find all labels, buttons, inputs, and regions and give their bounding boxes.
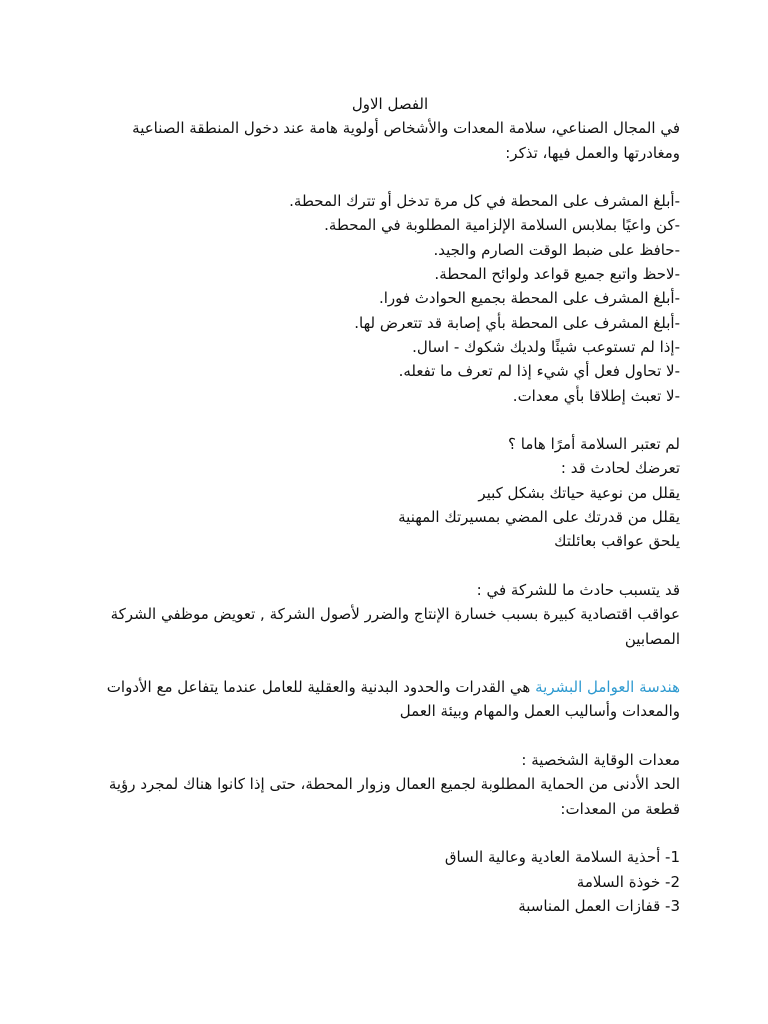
ppe-heading: معدات الوقاية الشخصية : xyxy=(521,751,680,770)
ergonomics-term: هندسة العوامل البشرية xyxy=(535,678,680,697)
company-intro: قد يتسبب حادث ما للشركة في : xyxy=(476,580,680,599)
ergonomics-definition: هي القدرات والحدود البدنية والعقلية للعامل عندما يتفاعل مع الأدوات والمعدات وأساليب العمل والمهام وبيئة العمل xyxy=(106,678,680,721)
spacer xyxy=(100,651,680,675)
spacer xyxy=(100,724,680,748)
rule-item: -لا تحاول فعل أي شيء إذا لم تعرف ما تفعله. xyxy=(398,362,680,381)
safety-question: لم تعتبر السلامة أمرًا هاما ؟ xyxy=(508,435,680,454)
spacer xyxy=(100,165,680,189)
ergonomics-paragraph xyxy=(100,675,680,724)
spacer xyxy=(100,408,680,432)
ppe-description: الحد الأدنى من الحماية المطلوبة لجميع العمال وزوار المحطة، حتى إذا كانوا هناك لمجرد رؤية قطعة من المعدات: xyxy=(108,775,680,818)
spacer xyxy=(100,554,680,578)
ppe-item: 1- أحذية السلامة العادية وعالية الساق xyxy=(444,848,680,867)
accident-effect: يقلل من قدرتك على المضي بمسيرتك المهنية xyxy=(398,508,680,527)
rule-item: -لا تعبث إطلاقا بأي معدات. xyxy=(512,386,680,405)
accident-effect: يقلل من نوعية حياتك بشكل كبير xyxy=(478,483,680,502)
rule-item: -حافظ على ضبط الوقت الصارم والجيد. xyxy=(433,240,680,259)
rule-item: -أبلغ المشرف على المحطة في كل مرة تدخل أو تترك المحطة. xyxy=(289,192,680,211)
ppe-item: 3- قفازات العمل المناسبة xyxy=(518,896,680,915)
rule-item: -أبلغ المشرف على المحطة بجميع الحوادث فورا. xyxy=(378,289,680,308)
accident-intro: تعرضك لحادث قد : xyxy=(560,459,680,478)
spacer xyxy=(100,821,680,845)
ppe-item: 2- خوذة السلامة xyxy=(576,872,680,891)
document-body xyxy=(100,92,680,918)
rule-item: -أبلغ المشرف على المحطة بأي إصابة قد تتعرض لها. xyxy=(354,313,680,332)
intro-paragraph: في المجال الصناعي، سلامة المعدات والأشخاص أولوية هامة عند دخول المنطقة الصناعية ومغادرتها والعمل فيها، تذكر: xyxy=(132,119,680,162)
accident-effect: يلحق عواقب بعائلتك xyxy=(554,532,680,551)
rule-item: -كن واعيًا بملابس السلامة الإلزامية المطلوبة في المحطة. xyxy=(324,216,680,235)
rule-item: -لاحظ واتبع جميع قواعد ولوائح المحطة. xyxy=(434,265,680,284)
chapter-title: الفصل الاول xyxy=(351,95,429,113)
rule-item: -إذا لم تستوعب شيئًا ولديك شكوك - اسال. xyxy=(412,337,680,356)
company-effects: عواقب اقتصادية كبيرة بسبب خسارة الإنتاج والضرر لأصول الشركة , تعويض موظفي الشركة المصابين xyxy=(110,605,680,648)
